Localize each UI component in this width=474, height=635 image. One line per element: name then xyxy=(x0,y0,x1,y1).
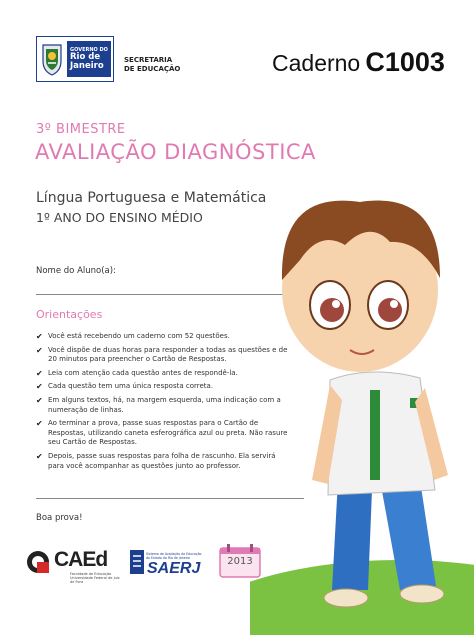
government-wordmark xyxy=(67,41,111,77)
year-label: 2013 xyxy=(227,556,253,567)
instruction-text: Ao terminar a prova, passe suas respostas para o Cartão de Respostas, utilizando caneta esferográfica azul ou preta. Não rasure seu Cartão de Respostas. xyxy=(48,419,288,447)
caed-subtitle: Faculdade de Educação Universidade Federal de Juiz de Fora xyxy=(70,572,120,584)
secretaria-line-1: SECRETARIA xyxy=(124,56,173,64)
caed-mark-accent xyxy=(37,562,49,573)
page-title: AVALIAÇÃO DIAGNÓSTICA xyxy=(35,140,316,164)
checkmark-icon: ✔ xyxy=(36,419,43,429)
bimestre-label: 3º BIMESTRE xyxy=(36,122,126,137)
saerj-mark xyxy=(130,550,144,574)
right-iris xyxy=(378,298,402,322)
subjects-label: Língua Portuguesa e Matemática xyxy=(36,190,267,206)
grade-label: 1º ANO DO ENSINO MÉDIO xyxy=(36,210,203,225)
instruction-text: Você dispõe de duas horas para responder a todas as questões e de 20 minutos para preencher o Cartão de Respostas. xyxy=(48,345,288,364)
left-leg xyxy=(332,480,372,590)
instructions-title: Orientações xyxy=(36,308,103,321)
left-eye-shine xyxy=(332,300,340,308)
checkmark-icon: ✔ xyxy=(36,451,43,461)
shirt-stripe xyxy=(370,390,380,480)
gov-line-3: Janeiro xyxy=(70,61,104,71)
rio-de-janeiro-government-logo xyxy=(36,36,114,82)
saerj-subtitle: Sistema de Avaliação da Educação do Estado do Rio de Janeiro xyxy=(146,552,202,560)
caderno-heading xyxy=(272,47,445,78)
right-shoe xyxy=(400,585,444,603)
checkmark-icon: ✔ xyxy=(36,332,43,341)
checkmark-icon: ✔ xyxy=(36,368,43,378)
student-character-illustration xyxy=(250,150,474,635)
student-name-label: Nome do Aluno(a): xyxy=(36,266,116,276)
secretaria-label xyxy=(124,56,180,74)
state-crest-icon xyxy=(40,41,64,77)
checkmark-icon: ✔ xyxy=(36,382,43,392)
caed-wordmark: CAEd xyxy=(54,548,108,571)
left-shoe xyxy=(324,589,368,607)
right-eye-shine xyxy=(390,300,398,308)
checkmark-icon: ✔ xyxy=(36,395,43,405)
closing-message: Boa prova! xyxy=(36,513,83,523)
instruction-text: Você está recebendo um caderno com 52 questões. xyxy=(48,332,230,340)
secretaria-line-2: DE EDUCAÇÃO xyxy=(124,65,181,73)
checkmark-icon: ✔ xyxy=(36,345,43,355)
instruction-text: Em alguns textos, há, na margem esquerda, uma indicação com a numeração de linhas. xyxy=(48,395,281,414)
caderno-label: Caderno xyxy=(272,50,361,76)
shirt xyxy=(328,372,435,495)
saerj-wordmark: SAERJ xyxy=(147,560,201,577)
instruction-text: Depois, passe suas respostas para folha de rascunho. Ela servirá para você acompanhar as questões junto ao professor. xyxy=(48,451,276,470)
instruction-text: Cada questão tem uma única resposta correta. xyxy=(48,382,214,391)
gov-line-1: GOVERNO DO xyxy=(70,47,108,53)
caderno-code: C1003 xyxy=(365,47,445,77)
gov-line-2: Rio de xyxy=(70,52,101,62)
instruction-text: Leia com atenção cada questão antes de respondê-la. xyxy=(48,368,238,377)
left-iris xyxy=(320,298,344,322)
